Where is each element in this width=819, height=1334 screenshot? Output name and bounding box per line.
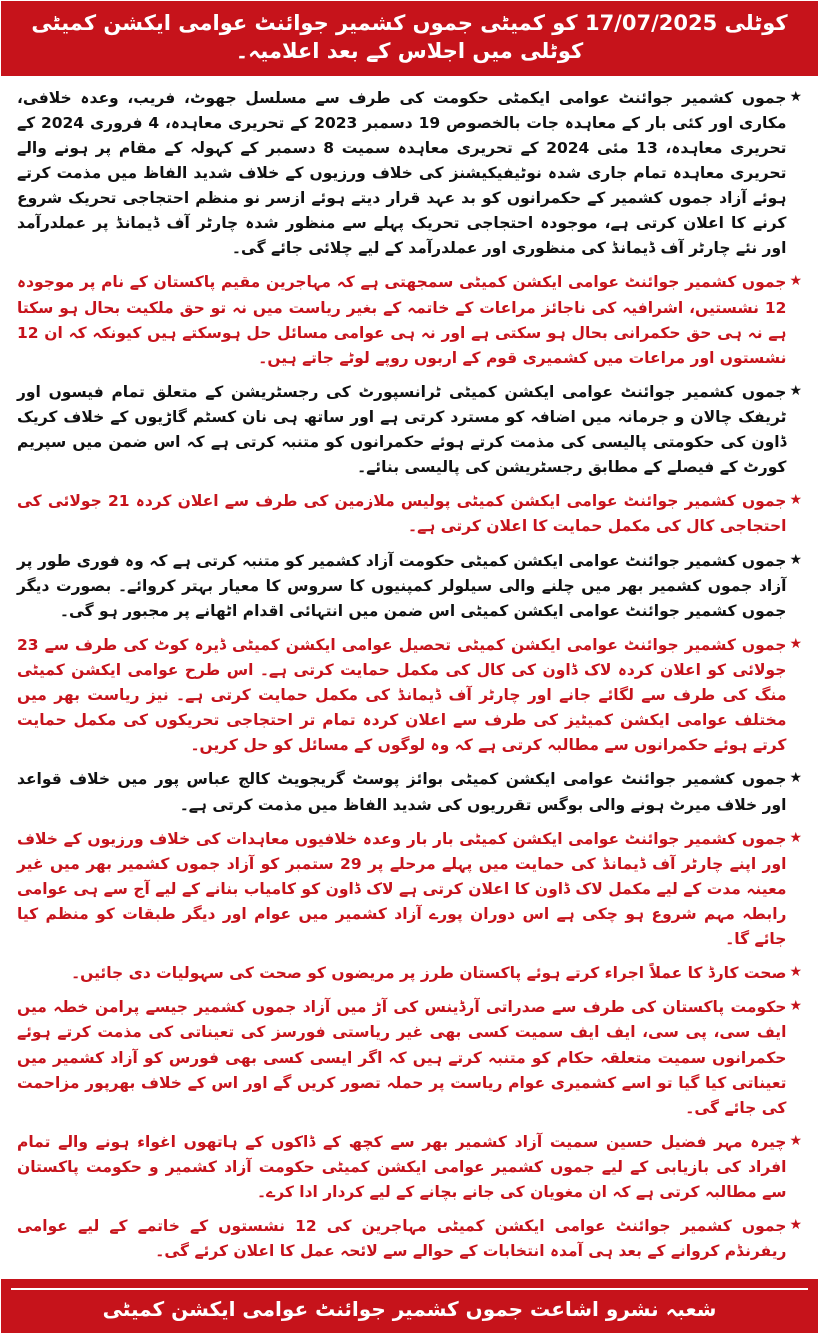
paragraph-text: جموں کشمیر جوائنٹ عوامی ایکشن کمیٹی حکومت آزاد کشمیر کو متنبہ کرتی ہے کہ وہ فوری طور پر آزاد جموں کشمیر بھر میں چلنے والی سیلولر کمپنیوں کا سروس کا معیار بہتر کروائے۔ بصورت دیگر جموں کشمیر جوائنٹ عوامی ایکشن کمیٹی اس ضمن میں انتہائی اقدام اٹھانے پر مجبور ہو گی۔: [17, 551, 787, 620]
paragraph-text: جموں کشمیر جوائنٹ عوامی ایکشن کمیٹی ٹرانسپورٹ کی رجسٹریشن کے متعلق تمام فیسوں اور ٹریفک چالان و جرمانہ میں اضافہ کو مسترد کرتی ہے اور ساتھ ہی نان کسٹم گاڑیوں کے خلاف کریک ڈاون کی حکومتی پالیسی کی مذمت کرتے ہوئے حکمرانوں کو متنبہ کرتی ہے کہ اس ضمن میں سپریم کورٹ کے فیصلے کے مطابق رجسٹریشن کی پالیسی بنائے۔: [17, 382, 787, 477]
paragraph-3: [17, 380, 802, 480]
star-icon: ★: [789, 382, 802, 399]
document-header: [1, 1, 818, 76]
star-icon: ★: [789, 551, 802, 568]
paragraph-text: صحت کارڈ کا عملاً اجراء کرتے ہوئے پاکستان طرز پر مریضوں کو صحت کی سہولیات دی جائیں۔: [71, 964, 787, 983]
paragraph-text: جموں کشمیر جوائنٹ عوامی ایکشن کمیٹی پولیس ملازمین کی طرف سے اعلان کردہ 21 جولائی کی احتجاجی کال کی مکمل حمایت کا اعلان کرتی ہے۔: [17, 492, 787, 536]
star-icon: ★: [789, 998, 802, 1015]
paragraph-text: جموں کشمیر جوائنٹ عوامی ایکشن کمیٹی بوائز پوسٹ گریجویٹ کالج عباس پور میں خلاف قواعد اور خلاف میرٹ ہونے والی بوگس تقرریوں کی شدید الفاظ میں مذمت کرتی ہے۔: [17, 770, 787, 814]
paragraph-text: چیرہ مہر فضیل حسین سمیت آزاد کشمیر بھر سے کچھ کے ڈاکوں کے ہاتھوں اغواء ہونے والے تمام افراد کی بازیابی کے لیے جموں کشمیر عوامی ایکشن کمیٹی حکومت آزاد کشمیر و حکومت پاکستان سے مطالبہ کرتی ہے کہ ان مغویان کی جانے بچانے کے لیے کردار ادا کرے۔: [17, 1132, 787, 1202]
paragraph-8: [17, 827, 802, 953]
paragraph-text: جموں کشمیر جوائنٹ عوامی ایکشن کمیٹی تحصیل عوامی ایکشن کمیٹی ڈیرہ کوٹ کی طرف سے 23 جولائی کو اعلان کردہ لاک ڈاون کی کال کی مکمل حمایت کرتی ہے۔ اس طرح عوامی ایکشن کمیٹی منگ کی طرف سے لگائے جانے اور چارٹر آف ڈیمانڈ کی مکمل حمایت کرتی ہے۔ نیز ریاست بھر میں مختلف عوامی ایکشن کمیٹیز کی طرف سے اعلان کردہ تمام تر احتجاجی تحریکوں کی مکمل حمایت کرتے ہوئے حکمرانوں سے مطالبہ کرتی ہے کہ وہ لوگوں کے مسائل کو حل کریں۔: [17, 635, 787, 755]
star-icon: ★: [789, 88, 802, 105]
paragraph-text: جموں کشمیر جوائنٹ عوامی ایکمٹی حکومت کی طرف سے مسلسل جھوٹ، فریب، وعدہ خلافی، مکاری اور کئی بار کے معاہدہ جات بالخصوص 19 دسمبر 2023 کے تحریری معاہدہ، 4 فروری 2024 کے تحریری معاہدہ، 13 مئی 2024 کے تحریری معاہدہ سمیت 8 دسمبر کے کہولہ کے مقام پر ہونے والے تحریری معاہدہ تمام جاری شدہ نوٹیفیکیشنز کی خلاف ورزیوں کے خلاف شدید الفاظ میں مذمت کرتے ہوئے آزاد جموں کشمیر کے حکمرانوں کو بد عہد قرار دیتے ہوئے ازسر نو منظم احتجاجی تحریک شروع کرنے کا اعلان کرتی ہے، موجودہ احتجاجی تحریک پہلے سے منظور شدہ چارٹر آف ڈیمانڈ پر عملدرآمد اور نئے چارٹر آف ڈیمانڈ کی منظوری اور عملدرآمد کے لیے چلائی جائے گی۔: [17, 88, 787, 258]
document-body: [1, 76, 818, 1280]
star-icon: ★: [789, 964, 802, 981]
star-icon: ★: [789, 770, 802, 787]
paragraph-text: جموں کشمیر جوائنٹ عوامی ایکشن کمیٹی سمجھتی ہے کہ مہاجرین مقیم پاکستان کے نام پر موجودہ 12 نشستیں، اشرافیہ کی ناجائز مراعات کے خاتمہ کے بغیر ریاست میں نہ تو حق ملکیت بحال ہو سکتا ہے نہ ہی حق حکمرانی بحال ہو سکتی ہے اور نہ ہی عوامی مسائل حل ہوسکتے ہیں کیونکہ کہ ان 12 نشستوں اور مراعات میں کشمیری قوم کے اربوں روپے لوٹے جاتے ہیں۔: [17, 273, 787, 367]
star-icon: ★: [789, 635, 802, 652]
paragraph-4: [17, 489, 802, 539]
footer-text: شعبہ نشرو اشاعت جموں کشمیر جوائنٹ عوامی ایکشن کمیٹی: [102, 1297, 717, 1322]
paragraph-10: [17, 995, 802, 1121]
paragraph-6: [17, 633, 802, 759]
paragraph-5: [17, 549, 802, 624]
paragraph-text: حکومت پاکستان کی طرف سے صدراتی آرڈینس کی آڑ میں آزاد جموں کشمیر جیسے پرامن خطہ میں ایف سی، پی سی، ایف ایف سمیت کسی بھی غیر ریاستی فورسز کی تعیناتی کی مذمت کرتے ہوئے حکمرانوں سمیت متعلقہ حکام کو متنبہ کرتے ہیں کہ اگر ایسی کسی بھی فورس کو آزاد کشمیر میں تعیناتی کیا گیا تو اسے کشمیری عوام ریاست پر حملہ تصور کریں گے اور اس کے خلاف بھرپور مزاحمت کی جائے گی۔: [17, 998, 787, 1117]
paragraph-9: [17, 961, 802, 986]
page-title: کوٹلی 17/07/2025 کو کمیٹی جموں کشمیر جوائنٹ عوامی ایکشن کمیٹی کوٹلی میں اجلاس کے بعد اعلامیہ۔: [31, 11, 788, 64]
paragraph-11: [17, 1130, 802, 1205]
paragraph-1: [17, 86, 802, 262]
star-icon: ★: [789, 1132, 802, 1149]
paragraph-2: [17, 270, 802, 370]
star-icon: ★: [789, 273, 802, 290]
paragraph-12: [17, 1214, 802, 1264]
star-icon: ★: [789, 829, 802, 846]
footer-divider: [11, 1288, 808, 1290]
document-footer: [1, 1279, 818, 1333]
paragraph-7: [17, 767, 802, 817]
star-icon: ★: [789, 492, 802, 509]
paragraph-text: جموں کشمیر جوائنٹ عوامی ایکشن کمیٹی بار بار وعدہ خلافیوں معاہدات کی خلاف ورزیوں کے خلاف اور اپنے چارٹر آف ڈیمانڈ کی حمایت میں پہلے مرحلے پر 29 ستمبر کو آزاد جموں کشمیر بھر میں غیر معینہ مدت کے لیے مکمل لاک ڈاون کا اعلان کرتی ہے لاک ڈاون کو کامیاب بنانے کے لیے آج سے ہی عوامی رابطہ مہم شروع ہو چکی ہے اس دوران پورے آزاد کشمیر میں عوام اور دیگر طبقات کو منظم کیا جائے گا۔: [17, 829, 787, 949]
star-icon: ★: [789, 1217, 802, 1234]
paragraph-text: جموں کشمیر جوائنٹ عوامی ایکشن کمیٹی مہاجرین کی 12 نشستوں کے خاتمے کے لیے عوامی ریفرنڈم کروانے کے بعد ہی آمدہ انتخابات کے حوالے سے لائحہ عمل کا اعلان کرئے گی۔: [17, 1217, 787, 1261]
